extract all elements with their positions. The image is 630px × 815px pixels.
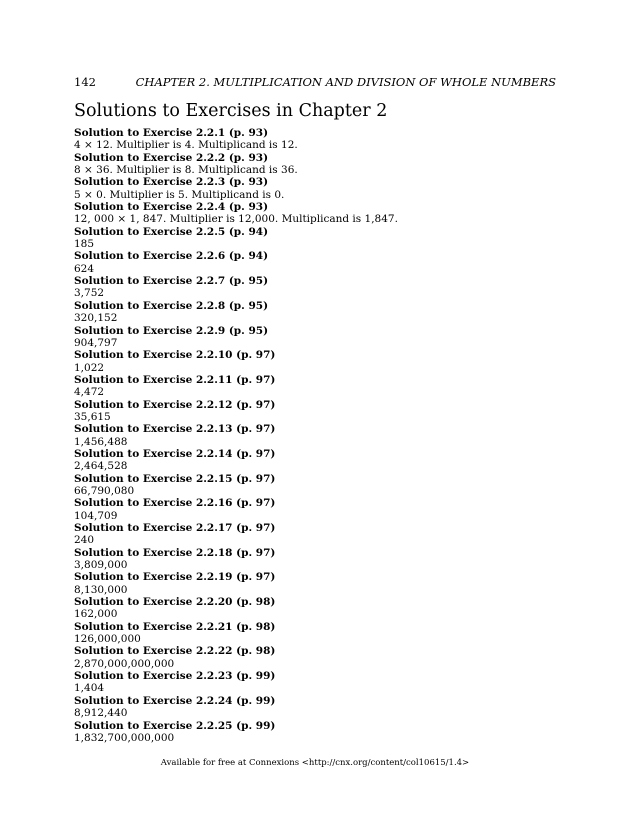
solution-item: [74, 275, 556, 300]
solution-item: [74, 645, 556, 670]
solution-item: [74, 571, 556, 596]
solution-answer: 240: [74, 534, 95, 547]
solution-heading: Solution to Exercise 2.2.20 (p. 98): [74, 596, 276, 609]
solution-answer: 3,809,000: [74, 559, 128, 572]
solution-heading: Solution to Exercise 2.2.22 (p. 98): [74, 645, 276, 658]
solution-item: [74, 596, 556, 621]
solution-heading: Solution to Exercise 2.2.24 (p. 99): [74, 694, 276, 707]
solution-answer: 1,832,700,000,000: [74, 731, 175, 744]
solution-item: [74, 152, 556, 177]
footer-availability: Available for free at Connexions <http://cnx.org/content/col10615/1.4>: [160, 758, 470, 768]
solution-answer: 2,870,000,000,000: [74, 657, 175, 670]
solution-heading: Solution to Exercise 2.2.2 (p. 93): [74, 151, 269, 164]
solution-answer: 5 × 0. Multiplier is 5. Multiplicand is 0.: [74, 188, 285, 201]
solution-answer: 1,404: [74, 682, 105, 695]
solution-item: [74, 250, 556, 275]
solution-heading: Solution to Exercise 2.2.23 (p. 99): [74, 670, 276, 683]
solution-item: [74, 349, 556, 374]
solution-heading: Solution to Exercise 2.2.5 (p. 94): [74, 225, 269, 238]
section-title: Solutions to Exercises in Chapter 2: [74, 101, 388, 121]
solution-answer: 3,752: [74, 287, 105, 300]
solution-item: [74, 374, 556, 399]
solution-item: [74, 127, 556, 152]
solution-item: [74, 423, 556, 448]
solution-heading: Solution to Exercise 2.2.7 (p. 95): [74, 275, 269, 288]
solution-heading: Solution to Exercise 2.2.3 (p. 93): [74, 176, 269, 189]
solution-item: [74, 300, 556, 325]
solution-answer: 1,456,488: [74, 435, 128, 448]
solution-answer: 162,000: [74, 608, 118, 621]
solution-item: [74, 497, 556, 522]
solution-answer: 4 × 12. Multiplier is 4. Multiplicand is 12.: [74, 139, 298, 152]
solution-item: [74, 670, 556, 695]
solution-answer: 104,709: [74, 509, 118, 522]
solution-item: [74, 176, 556, 201]
page-number: 142: [74, 75, 96, 89]
solution-heading: Solution to Exercise 2.2.21 (p. 98): [74, 620, 276, 633]
solution-answer: 2,464,528: [74, 460, 128, 473]
solution-answer: 126,000,000: [74, 633, 141, 646]
solution-item: [74, 621, 556, 646]
chapter-title: CHAPTER 2. MULTIPLICATION AND DIVISION OF WHOLE NUMBERS: [135, 75, 556, 89]
solution-item: [74, 720, 556, 745]
solution-heading: Solution to Exercise 2.2.8 (p. 95): [74, 299, 269, 312]
solution-answer: 12, 000 × 1, 847. Multiplier is 12,000. Multiplicand is 1,847.: [74, 213, 398, 226]
solution-heading: Solution to Exercise 2.2.17 (p. 97): [74, 522, 276, 534]
solution-answer: 1,022: [74, 361, 105, 374]
solution-answer: 8,130,000: [74, 583, 128, 596]
solution-item: [74, 448, 556, 473]
solution-answer: 320,152: [74, 312, 118, 325]
solution-heading: Solution to Exercise 2.2.10 (p. 97): [74, 349, 276, 362]
solution-answer: 66,790,080: [74, 484, 135, 497]
solution-answer: 8 × 36. Multiplier is 8. Multiplicand is 36.: [74, 164, 298, 177]
solution-answer: 904,797: [74, 336, 118, 349]
solution-item: [74, 399, 556, 424]
solution-answer: 8,912,440: [74, 707, 128, 720]
solutions-list: [74, 127, 556, 744]
solution-heading: Solution to Exercise 2.2.12 (p. 97): [74, 398, 276, 411]
solution-answer: 624: [74, 262, 95, 275]
solution-item: [74, 522, 556, 547]
solution-heading: Solution to Exercise 2.2.19 (p. 97): [74, 571, 276, 584]
solution-heading: Solution to Exercise 2.2.15 (p. 97): [74, 472, 276, 485]
solution-item: [74, 547, 556, 572]
solution-heading: Solution to Exercise 2.2.18 (p. 97): [74, 546, 276, 559]
solution-heading: Solution to Exercise 2.2.16 (p. 97): [74, 497, 276, 510]
solution-item: [74, 695, 556, 720]
solution-heading: Solution to Exercise 2.2.4 (p. 93): [74, 201, 269, 214]
solution-heading: Solution to Exercise 2.2.13 (p. 97): [74, 423, 276, 436]
solution-item: [74, 325, 556, 350]
solution-item: [74, 473, 556, 498]
solution-heading: Solution to Exercise 2.2.14 (p. 97): [74, 447, 276, 460]
solution-heading: Solution to Exercise 2.2.25 (p. 99): [74, 719, 276, 732]
running-header: [74, 73, 556, 91]
solution-answer: 35,615: [74, 410, 111, 423]
solution-item: [74, 201, 556, 226]
solution-answer: 185: [74, 238, 95, 251]
solution-heading: Solution to Exercise 2.2.6 (p. 94): [74, 250, 269, 263]
solution-item: [74, 226, 556, 251]
solution-heading: Solution to Exercise 2.2.9 (p. 95): [74, 324, 269, 337]
solution-heading: Solution to Exercise 2.2.1 (p. 93): [74, 127, 269, 139]
solution-answer: 4,472: [74, 386, 105, 399]
solution-heading: Solution to Exercise 2.2.11 (p. 97): [74, 373, 276, 386]
